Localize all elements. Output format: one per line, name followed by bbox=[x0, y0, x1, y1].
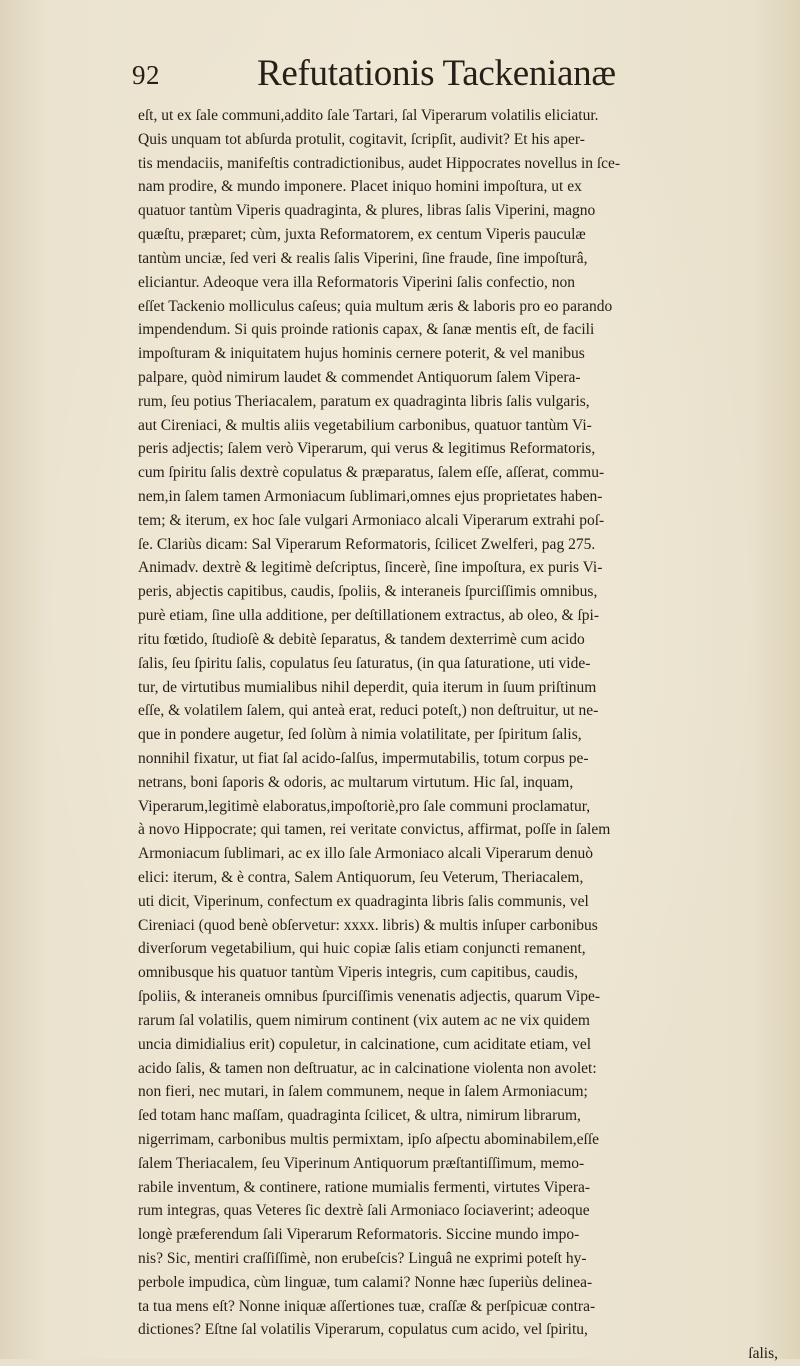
text-line: omnibusque his quatuor tantùm Viperis integris, cum capitibus, caudis, bbox=[138, 964, 579, 982]
text-line: ta tua mens eſt? Nonne iniquæ aſſertiones tuæ, craſſæ & perſpicuæ contra- bbox=[138, 1297, 596, 1315]
text-line: nam prodire, & mundo imponere. Placet iniquo homini impoſtura, ut ex bbox=[138, 178, 582, 196]
text-line: ſe. Clariùs dicam: Sal Viperarum Reformatoris, ſcilicet Zwelferi, pag 275. bbox=[138, 535, 596, 553]
text-line: uncia dimidialius erit) copuletur, in calcinatione, cum aciditate etiam, vel bbox=[138, 1035, 592, 1053]
text-line: elici: iterum, & è contra, Salem Antiquorum, ſeu Veterum, Theriacalem, bbox=[138, 869, 584, 886]
page-number: 92 bbox=[132, 60, 160, 90]
text-line: Animadv. dextrè & legitimè deſcriptus, ſincerè, ſine impoſtura, ex puris Vi- bbox=[138, 559, 603, 577]
text-line: tem; & iterum, ex hoc ſale vulgari Armoniaco alcali Viperarum extrahi poſ- bbox=[138, 511, 605, 529]
text-line: rabile inventum, & continere, ratione mumialis fermenti, virtutes Vipera- bbox=[138, 1178, 591, 1196]
text-line: ſalis, ſeu ſpiritu ſalis, copulatus ſeu ſaturatus, (in qua ſaturatione, uti vide- bbox=[138, 654, 591, 672]
text-line: nis? Sic, mentiri craſſiſſimè, non erubeſcis? Linguâ ne exprimi poteſt hy- bbox=[138, 1250, 587, 1267]
text-line: quatuor tantùm Viperis quadraginta, & plures, libras ſalis Viperini, magno bbox=[138, 202, 596, 220]
text-line: longè præferendum ſali Viperarum Reformatoris. Siccine mundo impo- bbox=[138, 1226, 580, 1244]
text-line: Viperarum,legitimè elaboratus,impoſtoriè,pro ſale communi proclamatur, bbox=[138, 797, 591, 815]
text-line: cum ſpiritu ſalis dextrè copulatus & præparatus, ſalem eſſe, aſſerat, commu- bbox=[138, 464, 605, 482]
text-line: rarum ſal volatilis, quem nimirum continent (vix autem ac ne vix quidem bbox=[138, 1011, 590, 1029]
text-line: tantùm unciæ, ſed veri & realis ſalis Viperini, ſine fraude, ſine impoſturâ, bbox=[138, 249, 588, 267]
text-line: tis mendaciis, manifeſtis contradictionibus, audet Hippocrates novellus in ſce- bbox=[138, 154, 621, 172]
page-header bbox=[132, 52, 692, 98]
text-line: nem,in ſalem tamen Armoniacum ſublimari,omnes ejus proprietates haben- bbox=[138, 488, 603, 505]
text-line: nigerrimam, carbonibus multis permixtam, ipſo aſpectu abominabilem,eſſe bbox=[138, 1130, 600, 1148]
text-line: ritu fœtido, ſtudioſè & debitè ſeparatus, & tandem dexterrimè cum acido bbox=[138, 630, 585, 648]
text-line: aut Cireniaci, & multis aliis vegetabilium carbonibus, quatuor tantùm Vi- bbox=[138, 416, 592, 434]
text-line: impoſturam & iniquitatem hujus hominis cernere poterit, & vel manibus bbox=[138, 345, 585, 363]
text-line: Quis unquam tot abſurda protulit, cogitavit, ſcripſit, audivit? Et his aper- bbox=[138, 130, 585, 148]
text-line: peris adjectis; ſalem verò Viperarum, qui verus & legitimus Reformatoris, bbox=[138, 440, 596, 458]
text-line: netrans, boni ſaporis & odoris, ac multarum virtutum. Hic ſal, inquam, bbox=[138, 773, 574, 791]
text-line: uti dicit, Viperinum, confectum ex quadraginta libris ſalis communis, vel bbox=[138, 892, 589, 910]
body-text bbox=[138, 104, 798, 1366]
text-line: rum integras, quas Veteres ſic dextrè ſali Armoniaco ſociaverint; adeoque bbox=[138, 1202, 590, 1220]
text-line: non fieri, nec mutari, in ſalem communem, neque in ſalem Armoniacum; bbox=[138, 1083, 588, 1101]
running-title: Refutationis Tackenianæ bbox=[257, 53, 616, 94]
text-line: Cireniaci (quod benè obſervetur: xxxx. libris) & multis inſuper carbonibus bbox=[138, 916, 598, 934]
text-line: palpare, quòd nimirum laudet & commendet Antiquorum ſalem Vipera- bbox=[138, 368, 581, 386]
text-line: peris, abjectis capitibus, caudis, ſpoliis, & interaneis ſpurciſſimis omnibus, bbox=[138, 583, 598, 601]
text-line: eſſe, & volatilem ſalem, qui anteà erat, reduci poteſt,) non deſtruitur, ut ne- bbox=[138, 702, 599, 720]
text-line: tur, de virtutibus mumialibus nihil deperdit, quia iterum in ſuum priſtinum bbox=[138, 678, 597, 696]
text-line: eſſet Tackenio molliculus caſeus; quia multum æris & laboris pro eo parando bbox=[138, 297, 613, 315]
text-line: dictiones? Eſtne ſal volatilis Viperarum, copulatus cum acido, vel ſpiritu, bbox=[138, 1321, 588, 1339]
text-line: ſalem Theriacalem, ſeu Viperinum Antiquorum præſtantiſſimum, memo- bbox=[138, 1154, 585, 1172]
text-line: diverſorum vegetabilium, qui huic copiæ ſalis etiam conjuncti remanent, bbox=[138, 940, 586, 958]
text-line: purè etiam, ſine ulla additione, per deſtillationem extractus, ab oleo, & ſpi- bbox=[138, 607, 599, 625]
text-line: quæſtu, præparet; cùm, juxta Reformatorem, ex centum Viperis pauculæ bbox=[138, 226, 586, 244]
catchword: ſalis, bbox=[748, 1345, 778, 1363]
text-line: impendendum. Si quis proinde rationis capax, & ſanæ mentis eſt, de facili bbox=[138, 321, 595, 339]
text-line: ſed totam hanc maſſam, quadraginta ſcilicet, & ultra, nimirum librarum, bbox=[138, 1107, 581, 1125]
text-line: que in pondere augetur, ſed ſolùm à nimia volatilitate, per ſpiritum ſalis, bbox=[138, 726, 582, 744]
text-line: à novo Hippocrate; qui tamen, rei veritate convictus, affirmat, poſſe in ſalem bbox=[138, 821, 611, 839]
text-line: rum, ſeu potius Theriacalem, paratum ex quadraginta libris ſalis vulgaris, bbox=[138, 392, 590, 410]
text-line: Armoniacum ſublimari, ac ex illo ſale Armoniaco alcali Viperarum denuò bbox=[138, 845, 594, 863]
text-line: acido ſalis, & tamen non deſtruatur, ac in calcinatione violenta non avolet: bbox=[138, 1059, 597, 1077]
text-line: eſt, ut ex ſale communi,addito ſale Tartari, ſal Viperarum volatilis eliciatur. bbox=[138, 107, 599, 124]
text-line: perbole impudica, cùm linguæ, tum calami? Nonne hæc ſuperiùs delinea- bbox=[138, 1273, 593, 1291]
text-line: nonnihil fixatur, ut fiat ſal acido-ſalſus, impermutabilis, totum corpus pe- bbox=[138, 749, 589, 767]
text-line: eliciantur. Adeoque vera illa Reformatoris Viperini ſalis confectio, non bbox=[138, 273, 575, 291]
text-line: ſpoliis, & interaneis omnibus ſpurciſſimis venenatis adjectis, quarum Vipe- bbox=[138, 988, 600, 1006]
